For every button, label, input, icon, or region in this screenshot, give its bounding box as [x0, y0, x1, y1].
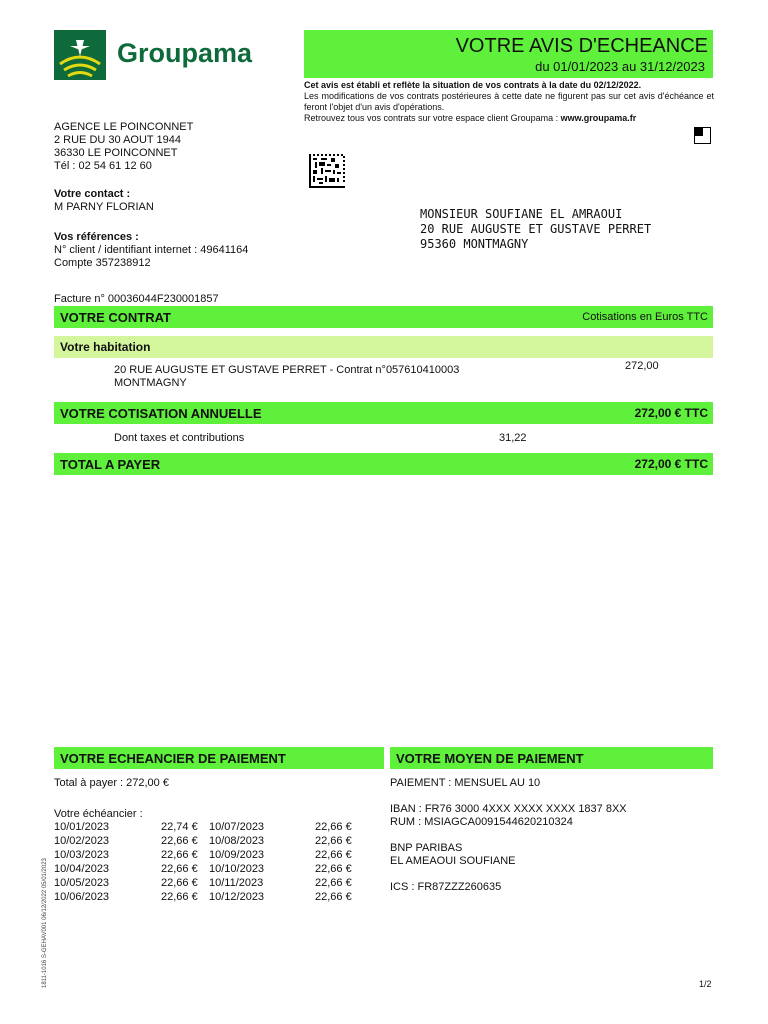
contract-header	[54, 306, 713, 328]
schedule-date: 10/04/2023	[54, 863, 110, 875]
schedule-amount: 22,66 €	[161, 863, 198, 875]
schedule-date: 10/01/2023	[54, 821, 110, 833]
header-note-line2: Les modifications de vos contrats postérieures à cette date ne figurent pas sur cet avis d'échéance et feront l'objet d'un avis d'opérations.	[304, 91, 714, 112]
schedule-amount: 22,66 €	[315, 821, 352, 833]
schedule-date: 10/12/2023	[209, 891, 265, 903]
header-title: VOTRE AVIS D'ECHEANCE	[455, 35, 708, 57]
contract-line	[114, 364, 459, 390]
header-note	[304, 80, 714, 124]
schedule-date: 10/06/2023	[54, 891, 110, 903]
habitation-title: Votre habitation	[60, 340, 151, 354]
datamatrix-code	[309, 154, 345, 188]
payment-title: VOTRE MOYEN DE PAIEMENT	[396, 751, 584, 766]
account-number: Compte 357238912	[54, 257, 151, 269]
payment-ics: ICS : FR87ZZZ260635	[390, 881, 502, 893]
schedule-row	[54, 890, 359, 904]
groupama-logo-icon	[54, 30, 106, 80]
schedule-row	[54, 848, 359, 862]
payment-block	[390, 777, 627, 894]
page-marker-icon	[694, 127, 711, 144]
schedule-header	[54, 747, 384, 769]
brand-name: Groupama	[117, 38, 253, 68]
contact-block	[54, 188, 154, 214]
side-code: 1811-1016 S-GEHAV001 06/12/2022 05/01/2023	[42, 858, 48, 988]
schedule-amount: 22,66 €	[315, 877, 352, 889]
schedule-amount: 22,66 €	[161, 849, 198, 861]
habitation-header	[54, 336, 713, 358]
currency-note: Cotisations en Euros TTC	[582, 311, 708, 323]
payment-iban: IBAN : FR76 3000 4XXX XXXX XXXX 1837 8XX	[390, 803, 627, 815]
invoice-number: Facture n° 00036044F230001857	[54, 293, 219, 305]
schedule-amount: 22,66 €	[315, 863, 352, 875]
schedule-date: 10/10/2023	[209, 863, 265, 875]
total-amount: 272,00 € TTC	[634, 457, 708, 471]
annual-title: VOTRE COTISATION ANNUELLE	[60, 406, 262, 421]
schedule-amount: 22,66 €	[315, 849, 352, 861]
schedule-total: Total à payer : 272,00 €	[54, 777, 169, 789]
schedule-amount: 22,66 €	[161, 891, 198, 903]
schedule-date: 10/07/2023	[209, 821, 265, 833]
recipient-address	[420, 207, 651, 252]
contract-city: MONTMAGNY	[114, 377, 187, 389]
header-title-box	[304, 30, 713, 78]
schedule-date: 10/05/2023	[54, 877, 110, 889]
client-id: N° client / identifiant internet : 49641164	[54, 244, 249, 256]
contract-amount: 272,00	[625, 360, 659, 372]
schedule-row	[54, 834, 359, 848]
annual-header	[54, 402, 713, 424]
total-header	[54, 453, 713, 475]
schedule-amount: 22,66 €	[315, 891, 352, 903]
taxes-label: Dont taxes et contributions	[114, 432, 245, 444]
header-note-line3	[304, 113, 714, 124]
payment-bank: BNP PARIBAS	[390, 842, 463, 854]
references-label: Vos références :	[54, 231, 139, 243]
references-block	[54, 231, 248, 270]
header-note-prefix: Retrouvez tous vos contrats sur votre espace client Groupama :	[304, 113, 561, 123]
schedule-title: VOTRE ECHEANCIER DE PAIEMENT	[60, 751, 286, 766]
payment-mode: PAIEMENT : MENSUEL AU 10	[390, 777, 541, 789]
recipient-street: 20 RUE AUGUSTE ET GUSTAVE PERRET	[420, 222, 652, 236]
schedule-date: 10/11/2023	[209, 877, 264, 889]
contract-address: 20 RUE AUGUSTE ET GUSTAVE PERRET - Contrat n°057610410003	[114, 364, 460, 376]
contact-name: M PARNY FLORIAN	[54, 201, 154, 213]
page-number: 1/2	[699, 979, 712, 989]
agency-street: 2 RUE DU 30 AOUT 1944	[54, 134, 181, 146]
schedule-amount: 22,74 €	[161, 821, 198, 833]
schedule-date: 10/09/2023	[209, 849, 265, 861]
schedule-row	[54, 862, 359, 876]
schedule-label: Votre échéancier :	[54, 808, 143, 820]
header-note-bold: Cet avis est établi et reflète la situation de vos contrats à la date du 02/12/2022.	[304, 80, 642, 90]
agency-block	[54, 121, 193, 173]
groupama-website-link[interactable]: www.groupama.fr	[560, 113, 637, 123]
schedule-row	[54, 876, 359, 890]
payment-header	[390, 747, 713, 769]
header-period: du 01/01/2023 au 31/12/2023	[535, 59, 705, 74]
schedule-amount: 22,66 €	[161, 835, 198, 847]
groupama-logo	[54, 30, 106, 80]
schedule-amount: 22,66 €	[161, 877, 198, 889]
contact-label: Votre contact :	[54, 188, 131, 200]
schedule-row	[54, 820, 359, 834]
payment-rum: RUM : MSIAGCA0091544620210324	[390, 816, 573, 828]
schedule-date: 10/03/2023	[54, 849, 110, 861]
agency-name: AGENCE LE POINCONNET	[54, 121, 194, 133]
recipient-city: 95360 MONTMAGNY	[420, 237, 529, 251]
total-title: TOTAL A PAYER	[60, 457, 161, 472]
taxes-amount: 31,22	[499, 432, 527, 444]
schedule-amount: 22,66 €	[315, 835, 352, 847]
recipient-name: MONSIEUR SOUFIANE EL AMRAOUI	[420, 207, 623, 221]
agency-city: 36330 LE POINCONNET	[54, 147, 178, 159]
schedule-date: 10/02/2023	[54, 835, 110, 847]
agency-phone: Tél : 02 54 61 12 60	[54, 160, 152, 172]
contract-title: VOTRE CONTRAT	[60, 310, 171, 325]
annual-amount: 272,00 € TTC	[634, 406, 708, 420]
payment-holder: EL AMEAOUI SOUFIANE	[390, 855, 516, 867]
schedule-date: 10/08/2023	[209, 835, 265, 847]
